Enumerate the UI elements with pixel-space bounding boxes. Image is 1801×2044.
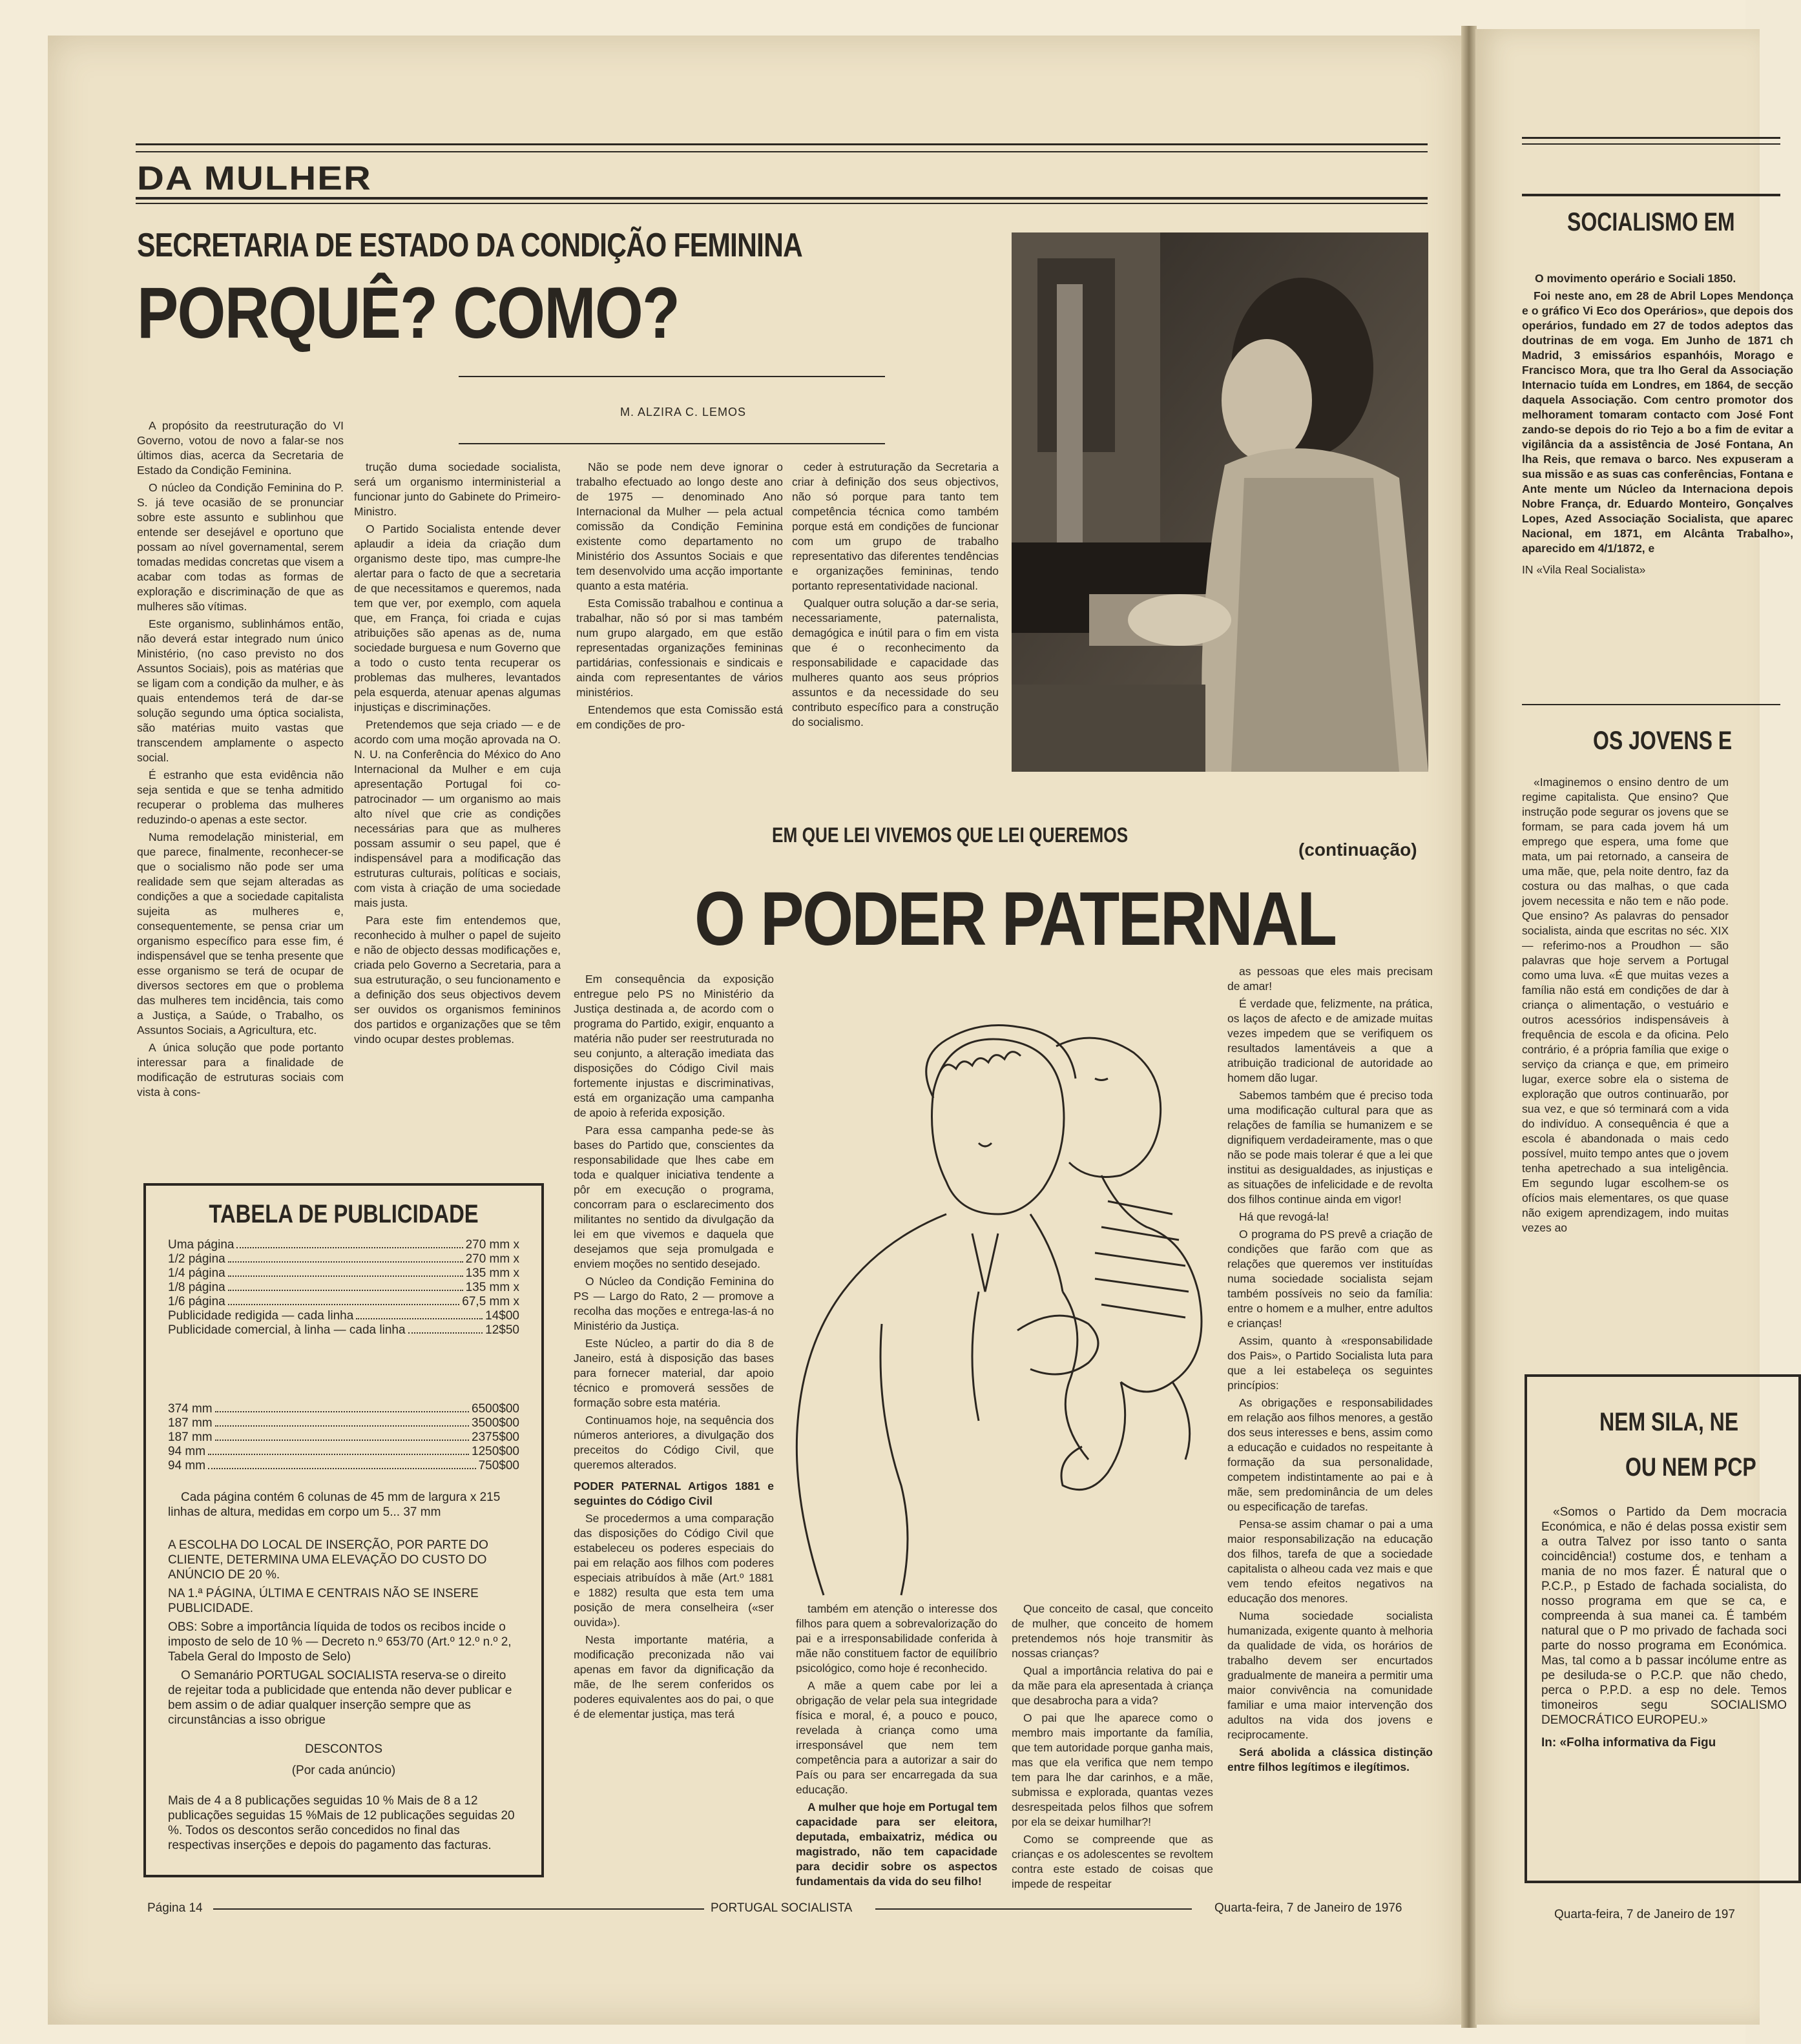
ads-row	[168, 1252, 519, 1266]
a2c-p2: Qual a importância relativa do pai e da mãe para ela apresentada à criança que desabrocha para a vida?	[1012, 1664, 1213, 1707]
footer-rule-left	[213, 1908, 704, 1910]
illustration-drawing	[785, 1020, 1218, 1595]
rp-top-rule-2	[1522, 143, 1780, 145]
ads-row-value: 270 mm x	[465, 1238, 519, 1252]
a2b-p2: A mãe a quem cabe por lei a obrigação de velar pela sua integridade física e moral, é, a pouco e pouco, revelada à criança como uma irresponsável que nem tem competência para a autorizar a sair do País ou para ser encarregada da sua educação.	[796, 1679, 997, 1796]
rp-column-3	[1541, 1505, 1787, 1753]
ads-row	[168, 1238, 519, 1252]
a2d-p6: Assim, quanto à «responsabilidade dos Pais», o Partido Socialista luta para que a lei estabeleça os seguintes princípios:	[1227, 1334, 1433, 1392]
rp-column-1	[1522, 271, 1793, 580]
a1c2-p1: trução duma sociedade socialista, será um organismo interministerial a funcionar junto do Gabinete do Primeiro-Ministro.	[354, 460, 561, 518]
byline-rule-bottom	[459, 443, 885, 444]
article2-continuation: (continuação)	[1298, 840, 1417, 860]
byline-rule-top	[459, 376, 885, 377]
ads-size-value: 750$00	[478, 1459, 519, 1472]
page-number: Página 14	[147, 1901, 203, 1915]
article2-headline: O PODER PATERNAL	[694, 876, 1336, 962]
a2a-p6: Se procedermos a uma comparação das disposições do Código Civil que estabeleceu os poderes especiais do pai em relação aos filhos com poderes especiais atribuídos à mãe (Art.º 1881 e 1882) resulta que esta tem uma posição de mera conselheira («ser ouvida»).	[574, 1512, 774, 1629]
a1c4-p1: ceder à estruturação da Secretaria a criar à definição dos seus objectivos, não só porque para tanto tem competência técnica como também porque está em condições de funcionar com um grupo de trabalho representativo das diferentes tendências e organizações femininas, tendo portanto representatividade nacional.	[792, 460, 999, 592]
ads-descontos: DESCONTOS	[304, 1742, 382, 1756]
ads-row-value: 135 mm x	[465, 1281, 519, 1294]
article1-column-4	[792, 460, 999, 732]
ads-obs: OBS: Sobre a importância líquida de todos os recibos incide o imposto de selo de 10 % — Decreto n.º 653/70 (Art.º 12.º n.º 2, Tabela Geral do Imposto de Selo)	[168, 1620, 512, 1664]
a1c3-p1: Não se pode nem deve ignorar o trabalho efectuado ao longo deste ano de 1975 — denominado Ano Internacional da Mulher — pela actual comissão da Condição Feminina existente como departamento no Ministério dos Assuntos Sociais e que tem desenvolvido uma acção importante quanto a esta matéria.	[576, 460, 783, 592]
ads-escolha: A ESCOLHA DO LOCAL DE INSERÇÃO, POR PARTE DO CLIENTE, DETERMINA UMA ELEVAÇÃO DO CUSTO DO ANÚNCIO DE 20 %.	[168, 1538, 488, 1582]
advertising-rates-box	[143, 1183, 544, 1877]
ads-size-value: 3500$00	[472, 1416, 519, 1430]
a1c2-p3: Pretendemos que seja criado — e de acordo com uma moção aprovada na O. N. U. na Conferência do México do Ano Internacional da Mulher e em cuja apresentação Portugal foi co-patrocinador — um organismo ao mais alto nível que crie as condições necessárias para que as mulheres possam assumir o seu papel, que é indispensável para a modificação das estruturas culturais, políticas e sociais, com vista à criação de uma sociedade mais justa.	[354, 718, 561, 909]
ads-sizes	[168, 1402, 519, 1473]
article1-headline: PORQUÊ? COMO?	[137, 273, 680, 353]
ads-size-label: 374 mm	[168, 1402, 213, 1416]
a2d-p4: Há que revogá-la!	[1239, 1210, 1329, 1223]
a2d-p2: É verdade que, felizmente, na prática, os laços de afecto e de amizade muitas vezes impedem que se verifiquem os resultados lamentáveis a que a atribuição tradicional de autoridade ao homem dão lugar.	[1227, 997, 1433, 1084]
father-and-baby-illustration	[785, 1020, 1218, 1595]
ads-size-row	[168, 1430, 519, 1445]
ads-row-comercial	[168, 1323, 519, 1337]
ads-row	[168, 1295, 519, 1309]
rp-footer-date: Quarta-feira, 7 de Janeiro de 197	[1554, 1908, 1735, 1921]
ads-row-value: 67,5 mm x	[462, 1295, 519, 1308]
rp-body-1: Foi neste ano, em 28 de Abril Lopes Mendonça e o gráfico Vi Eco dos Operários», que depois dos operários, fundado em 27 de todos adeptos das doutrinas de em voga. Em Junho de 1871 ch Madrid, 3 emissários espanhóis, Morago e Francisco Mora, que tra lho Geral da Associação Internacio tuída em Londres, em 1864, de secção daquela Associação. Com centro promotor dos melhorament tomaram contacto com José Font zando-se depois do rio Tejo a bo a fim de evitar a vigilância da a assistência de José Fontana, An lha Reis, que remava o barco. Nes expuseram a sua missão e as suas cas conferências, Fontana e Ante mente um Núcleo da Internaciona depois Nobre França, dr. Eduardo Monteiro, Gonçalves Lopes, Azed Associação Socialista, que aparec Nacional, em 1871, em Alcânta Trabalho», aparecido em 4/1/1872, e	[1522, 289, 1793, 555]
a1c1-p5: Numa remodelação ministerial, em que parece, finalmente, reconhecer-se que o socialismo não pode ser uma realidade sem que sejam alteradas as condições a que a sociedade capitalista sujeita as mulheres e, consequentemente, se pensa criar um organismo específico para esse fim, é indispensável que se tenha presente que esse organismo se terá de ocupar de diversos sectores em que o problema das mulheres tem incidência, tais como a Justiça, a Saúde, o Trabalho, os Assuntos Sociais, a Agricultura, etc.	[137, 831, 344, 1037]
rp-source-3: In: «Folha informativa da Figu	[1541, 1736, 1716, 1750]
ads-comercial-value: 12$50	[485, 1323, 519, 1337]
footer-paper-name: PORTUGAL SOCIALISTA	[711, 1901, 853, 1915]
ads-row-label: 1/6 página	[168, 1295, 225, 1308]
section-rule	[136, 197, 1428, 200]
ads-size-label: 187 mm	[168, 1416, 213, 1430]
article1-column-3	[576, 460, 783, 735]
section-title: DA MULHER	[137, 159, 372, 198]
ads-row-label: 1/4 página	[168, 1266, 225, 1280]
rp-intro: O movimento operário e Sociali 1850.	[1535, 272, 1736, 285]
a2d-p7: As obrigações e responsabilidades em relação aos filhos menores, a gestão dos seus interesses e bens, assim como a educação e cuidados no respeitante à formação da sua personalidade, competem indistintamente ao pai e à mãe, sem predominância de um deles ou especificação de tarefas.	[1227, 1396, 1433, 1513]
top-rule-2	[136, 151, 1428, 152]
ads-size-label: 187 mm	[168, 1430, 213, 1444]
a2d-p8: Pensa-se assim chamar o pai a uma maior responsabilização na educação dos filhos, tarefa de que a sociedade capitalista o alheou cada vez mais e que vem tendo efeitos negativos na educação dos menores.	[1227, 1518, 1433, 1605]
a2b-p1: também em atenção o interesse dos filhos para quem a sobrevalorização do pai e a irresponsabilidade conferida à mãe não constituem factor de equilíbrio psicológico, como hoje é reconhecido.	[796, 1602, 997, 1675]
ads-por-anuncio: (Por cada anúncio)	[291, 1764, 396, 1777]
a1c1-p2: O núcleo da Condição Feminina do P. S. já teve ocasião de se pronunciar sobre este assunto e sublinhou que entende ser desejável e oportuno que possam ao nível governamental, serem tomadas medidas concretas que visem a acabar com todas as formas de exploração e discriminação de que as mulheres são vítimas.	[137, 481, 344, 613]
ads-size-row	[168, 1445, 519, 1459]
rp-heading-3b: OU NEM PCP	[1625, 1453, 1756, 1481]
ads-row	[168, 1281, 519, 1295]
woman-at-machine-photo	[1012, 232, 1428, 772]
ads-row	[168, 1266, 519, 1281]
a2a-subhead: PODER PATERNAL Artigos 1881 e seguintes do Código Civil	[574, 1480, 774, 1507]
article2-kicker: EM QUE LEI VIVEMOS QUE LEI QUEREMOS	[772, 823, 1129, 847]
a2d-p9: Numa sociedade socialista humanizada, exigente quanto à melhoria da qualidade de vida, os horários de trabalho devem ser encurtados gradualmente de maneira a permitir uma maior convivência na comunidade familiar e uma maior intervenção dos adultos na vida dos jovens e reciprocamente.	[1227, 1609, 1433, 1741]
a2d-p10: Será abolida a clássica distinção entre filhos legítimos e ilegítimos.	[1227, 1746, 1433, 1773]
ads-desc-text: Mais de 4 a 8 publicações seguidas 10 % Mais de 8 a 12 publicações seguidas 15 %Mais de 12 publicações seguidas 20 %. Todos os descontos serão concedidos no final das respectivas inserções e depois do pagamento das facturas.	[168, 1794, 515, 1852]
a1c1-p3: Este organismo, sublinhámos então, não deverá estar integrado num único Ministério, (no caso previsto no dos Assuntos Sociais), pois as matérias que se ligam com a condição da mulher, e às quais entendemos terá de dar-se solução segundo uma óptica socialista, são matérias muito vastas que transcendem amplamente o aspecto social.	[137, 617, 344, 764]
ads-row-value: 270 mm x	[465, 1252, 519, 1266]
a2d-p3: Sabemos também que é preciso toda uma modificação cultural para que as relações de família se humanizem e se dignifiquem verdadeiramente, mas o que não se pode mais tolerar é que a lei que institui as desigualdades, as injustiças e as situações de infelicidade e de revolta dos filhos continue ainda em vigor!	[1227, 1089, 1433, 1206]
rp-top-rule	[1522, 137, 1780, 139]
a1c1-p6: A única solução que pode portanto interessar para a finalidade de modificação de estruturas sociais com vista à cons-	[137, 1041, 344, 1099]
ads-note: Cada página contém 6 colunas de 45 mm de largura x 215 linhas de altura, medidas em corpo um 5... 37 mm	[168, 1491, 501, 1519]
article1-kicker: SECRETARIA DE ESTADO DA CONDIÇÃO FEMININA	[137, 227, 803, 264]
a1c2-p4: Para este fim entendemos que, reconhecido à mulher o papel de sujeito e não de objecto dessas modificações e, criada pelo Governo a Secretaria, para a sua estruturação, o seu funcionamento e a definição dos seus objectivos devem ser ouvidos os organismos femininos dos partidos e organizações que se têm vindo ocupar destes problemas.	[354, 914, 561, 1046]
rp-section-rule	[1522, 194, 1780, 196]
rp-body-3: «Somos o Partido da Dem mocracia Económica, e não é delas possa existir sem a outra Talvez por isso tanto o santa coincidência!) costume dos, e tenham a mania de no mos fazer. É natural que o P.C.P., p Estado de fachada socialista, do nosso programa em que se ca, e compreenda à sua manei ca. É também natural que o P mo privado de fachada soci parte do nosso programa em Económica. Mas, tal como a b passar incólume entre as pe desiluda-se o P.C.P. que não chedo, perca o P.P.D. a esp no dele. Temos timoneiros segu SOCIALISMO DEMOCRÁTICO EUROPEU.»	[1541, 1505, 1787, 1727]
article2-column-a	[574, 972, 774, 1724]
a2a-p1: Em consequência da exposição entregue pelo PS no Ministério da Justiça destinada a, de acordo com o programa do Partido, exigir, enquanto a matéria não puder ser reestruturada no seu conjunto, a alteração imediata das disposições do Código Civil mais fortemente injustas e discriminativas, está em organização uma campanha de apoio à referida exposição.	[574, 973, 774, 1119]
rp-source-1: IN «Vila Real Socialista»	[1522, 563, 1646, 576]
a2a-p7: Nesta importante matéria, a modificação preconizada não vai apenas em favor da dignificação da mãe, de lhe serem conferidos os poderes equivalentes aos do pai, o que é de elementar justiça, mas terá	[574, 1633, 774, 1720]
ads-size-row	[168, 1416, 519, 1430]
section-rule-2	[136, 203, 1428, 204]
article1-column-1	[137, 418, 344, 1102]
ads-pagina: NA 1.ª PÁGINA, ÚLTIMA E CENTRAIS NÃO SE INSERE PUBLICIDADE.	[168, 1587, 479, 1615]
footer-date: Quarta-feira, 7 de Janeiro de 1976	[1214, 1901, 1402, 1915]
photo-image	[1012, 232, 1428, 772]
rp-body-2: «Imaginemos o ensino dentro de um regime capitalista. Que ensino? Que instrução pode segurar os jovens que se formam, se para cada jovem há um emprego que espera, uma fome que mata, um pai retornado, a canseira de uma mãe, que, pela noite dentro, faz da costura ou das malhas, o que cada jovem necessita e não tem e não pode. Que ensino? As palavras do pensador socialista, ainda que escritas no séc. XIX — referimo-nos a Proudhon — são palavras que hoje servem a Portugal como uma luva. «É que muitas vezes a família não está em condições de dar à criança o alimentação, o vestuário e outros acessórios indispensáveis à frequência de escola e da oficina. Pelo contrário, é a própria família que exige o serviço da criança e que, em primeiro lugar, exerce sobre ela o sistema de exploração que outros continuarão, por sua vez, e que só terminará com a vida do indivíduo. A consequência é que a escola é abandonada o mais cedo possível, muito tempo antes que o jovem tenha apetrechado a sua inteligência. Em segundo lugar escolhem-se os ofícios mais elementares, os que quase não exigem aprendizagem, indo muitas vezes ao	[1522, 776, 1729, 1234]
ads-rows	[168, 1238, 519, 1337]
ads-row-label: Uma página	[168, 1238, 234, 1252]
rp-divider	[1522, 704, 1780, 705]
ads-semanario: O Semanário PORTUGAL SOCIALISTA reserva-se o direito de rejeitar toda a publicidade que entenda não dever publicar e bem assim o de adiar qualquer inserção sempre que as circunstâncias a isso obrigue	[168, 1669, 512, 1727]
article2-column-d	[1227, 964, 1433, 1777]
rp-column-2	[1522, 775, 1729, 1238]
a2d-p5: O programa do PS prevê a criação de condições que farão com que as relações que queremos ver instituídas numa sociedade socialista sejam também possíveis no seio da família: entre o homem e a mulher, entre adultos e crianças!	[1227, 1228, 1433, 1330]
ads-size-value: 2375$00	[472, 1430, 519, 1444]
ads-size-label: 94 mm	[168, 1445, 206, 1458]
ads-redigida-label: Publicidade redigida — cada linha	[168, 1309, 354, 1323]
rp-heading-2: OS JOVENS E	[1593, 727, 1733, 755]
a1c1-p4: É estranho que esta evidência não seja sentida e que se tenha admitido recuperar o problema das mulheres reduzindo-o apenas a este sector.	[137, 769, 344, 826]
ads-title: TABELA DE PUBLICIDADE	[209, 1200, 479, 1228]
right-page-content	[1522, 0, 1793, 2044]
a2d-p1: as pessoas que eles mais precisam de amar!	[1227, 965, 1433, 993]
rp-heading-1: SOCIALISMO EM	[1567, 208, 1735, 236]
a1c4-p2: Qualquer outra solução a dar-se seria, necessariamente, paternalista, demagógica e inútil para o fim em vista que é o reconhecimento da responsabilidade e capacidade das mulheres quanto aos seus próprios assuntos e da necessidade do seu contributo específico para a construção do socialismo.	[792, 597, 999, 728]
a2a-p5: Continuamos hoje, na sequência dos números anteriores, a divulgação dos preceitos do Código Civil, que queremos alterados.	[574, 1414, 774, 1471]
ads-row-redigida	[168, 1309, 519, 1323]
a1c2-p2: O Partido Socialista entende dever aplaudir a ideia da criação dum organismo deste tipo, mas cumpre-lhe alertar para o facto de que a secretaria de que necessitamos e queremos, nada tem que ver, por exemplo, com aquela que, em França, foi criada e cujas atribuições são apenas as de, numa sociedade burguesa e num Governo que a todo o custo tenta recuperar os problemas das mulheres, levantados pela esquerda, atenuar apenas algumas injustiças e discriminações.	[354, 522, 561, 714]
ads-comercial-label: Publicidade comercial, à linha — cada linha	[168, 1323, 406, 1337]
article2-column-c	[1012, 1602, 1213, 1894]
top-rule	[136, 143, 1428, 145]
article1-byline: M. ALZIRA C. LEMOS	[620, 406, 747, 418]
ads-row-label: 1/2 página	[168, 1252, 225, 1266]
ads-size-row	[168, 1459, 519, 1473]
a2a-p3: O Núcleo da Condição Feminina do PS — Largo do Rato, 2 — promove a recolha das moções e entrega-las-á no Ministério da Justiça.	[574, 1275, 774, 1332]
page-gutter	[1461, 26, 1477, 2028]
a2a-p2: Para essa campanha pede-se às bases do Partido que, conscientes da responsabilidade que lhes cabe em toda e qualquer iniciativa tendente a pôr em execução o programa, concorram para o esclarecimento dos militantes no sentido da divulgação da lei em que vivemos e daquela que desejamos que seja promulgada e enviem moções no sentido desejado.	[574, 1124, 774, 1270]
ads-row-label: 1/8 página	[168, 1281, 225, 1294]
ads-size-row	[168, 1402, 519, 1416]
a2c-p3: O pai que lhe aparece como o membro mais importante da família, que tem autoridade porque ganha mais, mas que ela verifica que nem tempo tem para lhe dar carinhos, e a mãe, submissa e explorada, quantas vezes desrespeitada pelos filhos que sofrem por ela se deixar humilhar?!	[1012, 1711, 1213, 1828]
article2-column-b	[796, 1602, 997, 1892]
a2b-p3: A mulher que hoje em Portugal tem capacidade para ser eleitora, deputada, embaixatriz, médica ou magistrado, não tem capacidade para decidir sobre os aspectos fundamentais da vida do seu filho!	[796, 1801, 997, 1888]
a2c-p1: Que conceito de casal, que conceito de mulher, que conceito de homem pretendemos nós hoje transmitir às nossas crianças?	[1012, 1602, 1213, 1660]
a1c3-p2: Esta Comissão trabalhou e continua a trabalhar, não só por si mas também num grupo alargado, em que estão representadas organizações femininas partidárias, confessionais e sindicais e ainda com representantes de vários ministérios.	[576, 597, 783, 699]
ads-size-value: 1250$00	[472, 1445, 519, 1458]
rp-heading-3a: NEM SILA, NE	[1599, 1408, 1739, 1436]
footer-rule-right	[875, 1908, 1192, 1910]
a1c3-p3: Entendemos que esta Comissão está em condições de pro-	[576, 703, 783, 731]
a2c-p4: Como se compreende que as crianças e os adolescentes se revoltem contra este estado de coisas que impede de respeitar	[1012, 1833, 1213, 1890]
a1c1-p1: A propósito da reestruturação do VI Governo, votou de novo a falar-se nos últimos dias, acerca da Secretaria de Estado da Condição Feminina.	[137, 419, 344, 477]
ads-row-value: 135 mm x	[465, 1266, 519, 1280]
ads-size-label: 94 mm	[168, 1459, 206, 1472]
article1-column-2	[354, 460, 561, 1049]
a2a-p4: Este Núcleo, a partir do dia 8 de Janeiro, está à disposição das bases para fornecer material, dar apoio técnico e promoverá sessões de formação sobre esta matéria.	[574, 1337, 774, 1409]
ads-redigida-value: 14$00	[485, 1309, 519, 1323]
ads-size-value: 6500$00	[472, 1402, 519, 1416]
